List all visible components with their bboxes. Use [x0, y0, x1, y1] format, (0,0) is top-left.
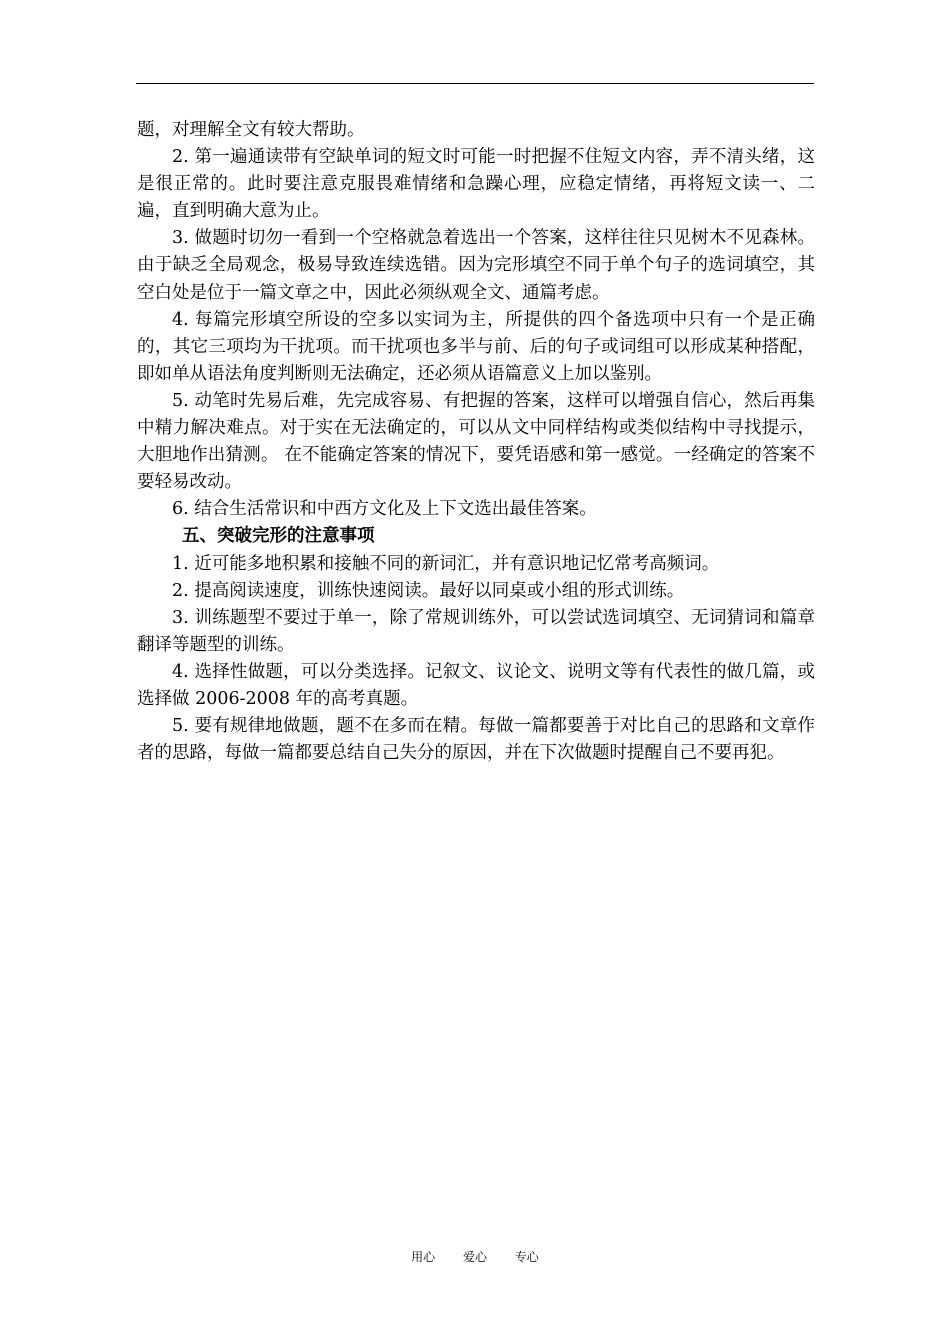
note-item-5: 5. 要有规律地做题，题不在多而在精。每做一篇都要善于对比自己的思路和文章作者的思路，每做一篇都要总结自己失分的原因，并在下次做题时提醒自己不要再犯。: [137, 716, 815, 764]
note-item-1: 1. 近可能多地积累和接触不同的新词汇，并有意识地记忆常考高频词。: [172, 553, 720, 574]
note-item-3: 3. 训练题型不要过于单一，除了常规训练外，可以尝试选词填空、无词猜词和篇章翻译等题型的训练。: [137, 607, 815, 655]
page-footer: 用心 爱心 专心: [411, 1250, 539, 1264]
tip-item-3: 3. 做题时切勿一看到一个空格就急着选出一个答案，这样往往只见树木不见森林。由于缺乏全局观念，极易导致连续选错。因为完形填空不同于单个句子的选词填空，其空白处是位于一篇文章之中，因此必须纵观全文、通篇考虑。: [137, 228, 815, 303]
note-item-4: 4. 选择性做题，可以分类选择。记叙文、议论文、说明文等有代表性的做几篇，或选择做 2006-2008 年的高考真题。: [137, 661, 815, 709]
note-item-2: 2. 提高阅读速度，训练快速阅读。最好以同桌或小组的形式训练。: [172, 580, 685, 601]
tip-item-4: 4. 每篇完形填空所设的空多以实词为主，所提供的四个备选项中只有一个是正确的，其它三项均为干扰项。而干扰项也多半与前、后的句子或词组可以形成某种搭配，即如单从语法角度判断则无法确定，还必须从语篇意义上加以鉴别。: [137, 309, 815, 384]
section-heading: 五、突破完形的注意事项: [182, 526, 375, 547]
document-body: [137, 117, 815, 767]
header-rule: [136, 83, 814, 84]
tip-item-2: 2. 第一遍通读带有空缺单词的短文时可能一时把握不住短文内容，弄不清头绪，这是很正常的。此时要注意克服畏难情绪和急躁心理，应稳定情绪，再将短文读一、二遍，直到明确大意为止。: [137, 147, 815, 222]
tip-item-5: 5. 动笔时先易后难，先完成容易、有把握的答案，这样可以增强自信心，然后再集中精力解决难点。对于实在无法确定的，可以从文中同样结构或类似结构中寻找提示，大胆地作出猜测。 在不能确定答案的情况下，要凭语感和第一感觉。一经确定的答案不要轻易改动。: [137, 390, 815, 493]
paragraph-continuation: 题，对理解全文有较大帮助。: [137, 120, 365, 140]
tip-item-6: 6. 结合生活常识和中西方文化及上下文选出最佳答案。: [172, 499, 597, 520]
